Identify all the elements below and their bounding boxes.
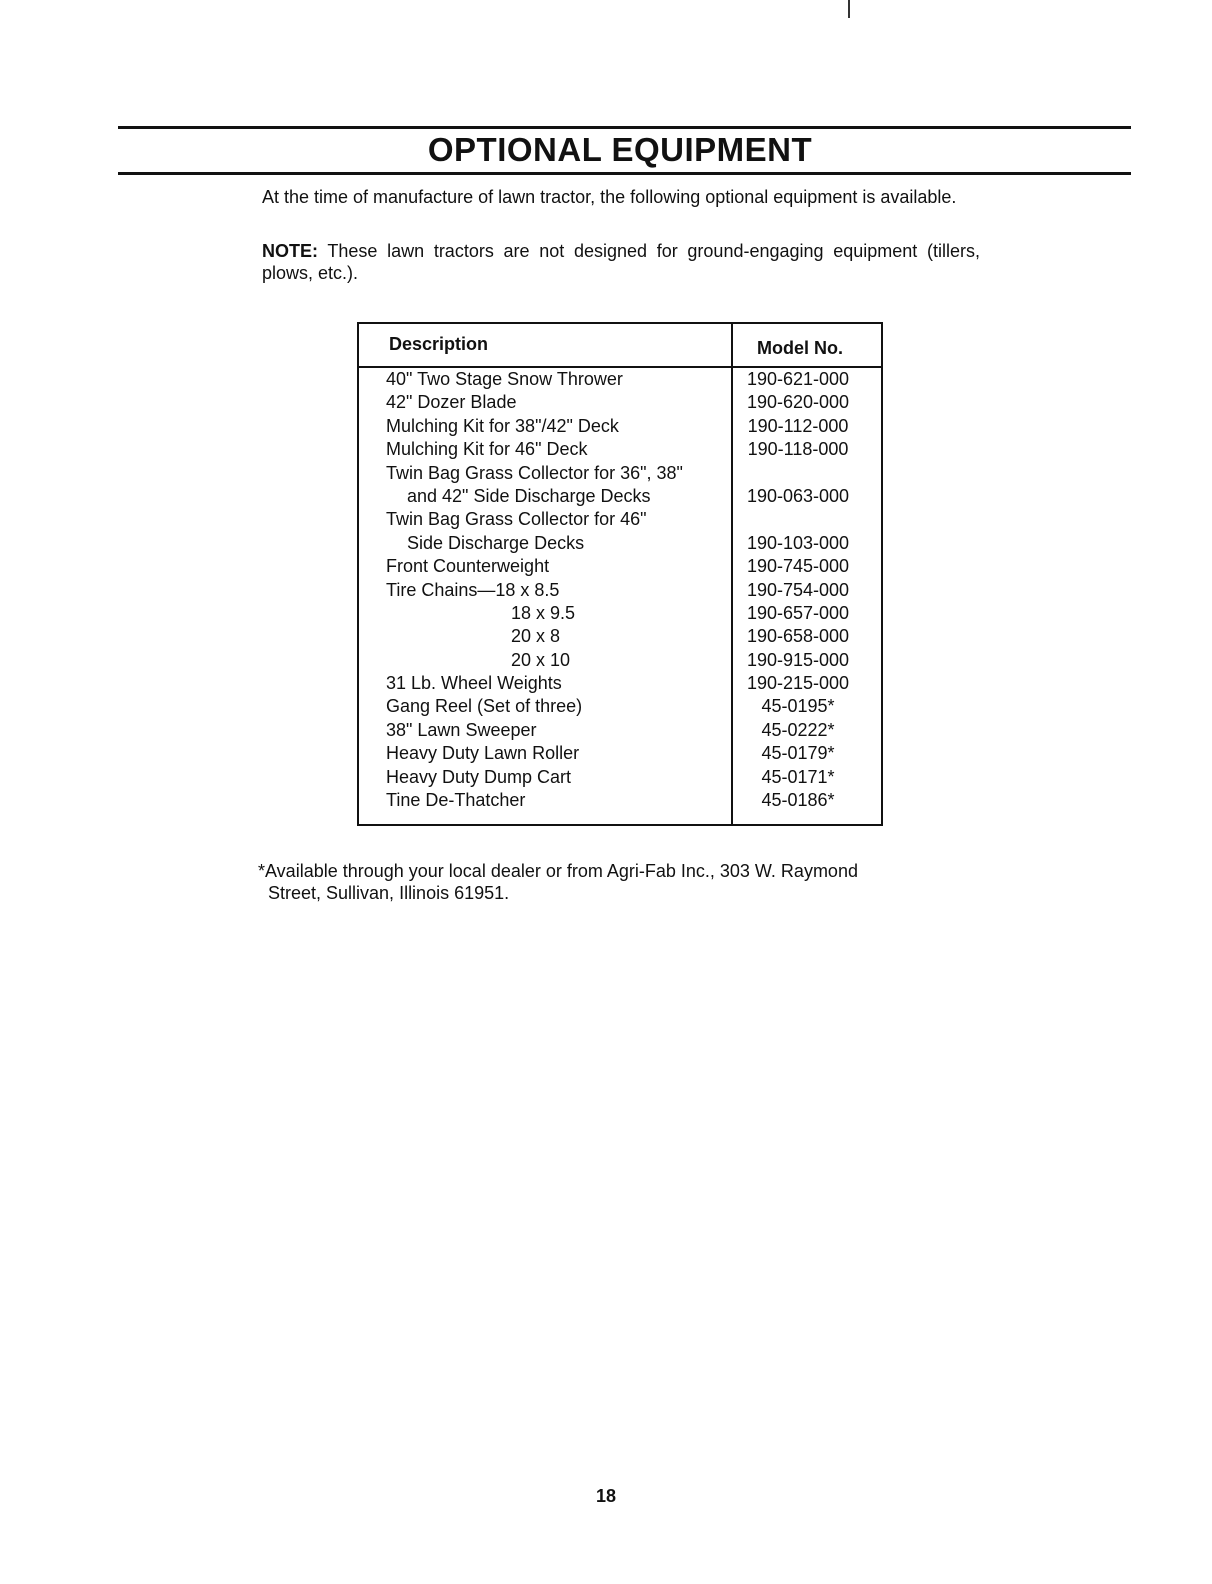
row-description: 31 Lb. Wheel Weights: [386, 673, 562, 694]
title-rule-top: [118, 126, 1131, 129]
row-model-no: 190-621-000: [746, 369, 850, 389]
table-row: [359, 742, 881, 765]
page-title: OPTIONAL EQUIPMENT: [427, 131, 813, 168]
note-paragraph: [262, 240, 980, 284]
row-model-no: 45-0186*: [761, 790, 835, 811]
footnote-line-2: Street, Sullivan, Illinois 61951.: [268, 883, 510, 903]
row-description: and 42" Side Discharge Decks: [407, 485, 651, 506]
table-row: [359, 789, 881, 812]
row-description: Tire Chains—18 x 8.5: [386, 579, 560, 600]
table-row: [359, 532, 881, 555]
row-description: 40" Two Stage Snow Thrower: [386, 369, 623, 389]
row-description: Mulching Kit for 38"/42" Deck: [386, 415, 619, 436]
row-model-no: 190-112-000: [747, 415, 849, 436]
table-row: [359, 719, 881, 742]
table-row: [359, 766, 881, 789]
intro-paragraph: At the time of manufacture of lawn tractor, the following optional equipment is available.: [262, 187, 957, 207]
table-body: [359, 368, 881, 812]
page-number: 18: [595, 1486, 617, 1506]
row-model-no: 190-754-000: [746, 579, 850, 600]
row-model-no: 190-745-000: [746, 556, 850, 577]
table-row: [359, 415, 881, 438]
table-row: [359, 579, 881, 602]
table-row: [359, 508, 881, 531]
note-label: NOTE:: [262, 241, 318, 261]
row-description: Twin Bag Grass Collector for 36", 38": [386, 462, 683, 483]
row-model-no: 190-103-000: [746, 532, 850, 553]
row-model-no: 190-620-000: [746, 392, 850, 413]
row-model-no: 190-063-000: [746, 485, 850, 506]
table-row: [359, 438, 881, 461]
row-description: 42" Dozer Blade: [386, 392, 517, 413]
scan-edge-mark: [848, 0, 850, 18]
table-row: [359, 649, 881, 672]
row-description: Side Discharge Decks: [407, 532, 585, 553]
row-model-no: 45-0179*: [761, 743, 835, 764]
row-model-no: 45-0222*: [761, 719, 835, 740]
row-description: Gang Reel (Set of three): [386, 696, 583, 717]
row-description: 20 x 8: [511, 626, 561, 647]
header-model-no: Model No.: [757, 338, 843, 358]
table-row: [359, 695, 881, 718]
footnote: [258, 860, 976, 904]
row-description: Heavy Duty Lawn Roller: [386, 743, 580, 764]
row-description: 38" Lawn Sweeper: [386, 719, 537, 740]
title-rule-bottom: [118, 172, 1131, 175]
row-description: 20 x 10: [511, 649, 571, 670]
row-description: Mulching Kit for 46" Deck: [386, 439, 588, 460]
table-row: [359, 368, 881, 391]
row-description: Front Counterweight: [386, 556, 550, 577]
row-model-no: 190-658-000: [746, 626, 850, 647]
note-text: These lawn tractors are not designed for ground-engaging equipment (tillers, plows, etc.).: [262, 241, 980, 283]
table-row: [359, 602, 881, 625]
row-description: Twin Bag Grass Collector for 46": [386, 509, 647, 530]
row-model-no: 190-118-000: [747, 439, 849, 460]
row-model-no: 45-0171*: [761, 766, 835, 787]
row-model-no: 190-915-000: [746, 649, 850, 670]
row-model-no: 45-0195*: [761, 696, 835, 717]
row-description: Heavy Duty Dump Cart: [386, 766, 572, 787]
table-row: [359, 672, 881, 695]
table-row: [359, 625, 881, 648]
optional-equipment-table: [357, 322, 883, 826]
table-row: [359, 462, 881, 485]
table-row: [359, 391, 881, 414]
row-model-no: 190-657-000: [746, 602, 850, 623]
footnote-line-1: *Available through your local dealer or from Agri-Fab Inc., 303 W. Raymond: [258, 861, 858, 881]
row-description: Tine De-Thatcher: [386, 790, 526, 811]
header-description: Description: [389, 334, 489, 354]
row-model-no: 190-215-000: [746, 673, 850, 694]
table-row: [359, 485, 881, 508]
table-row: [359, 555, 881, 578]
row-description: 18 x 9.5: [511, 602, 576, 623]
